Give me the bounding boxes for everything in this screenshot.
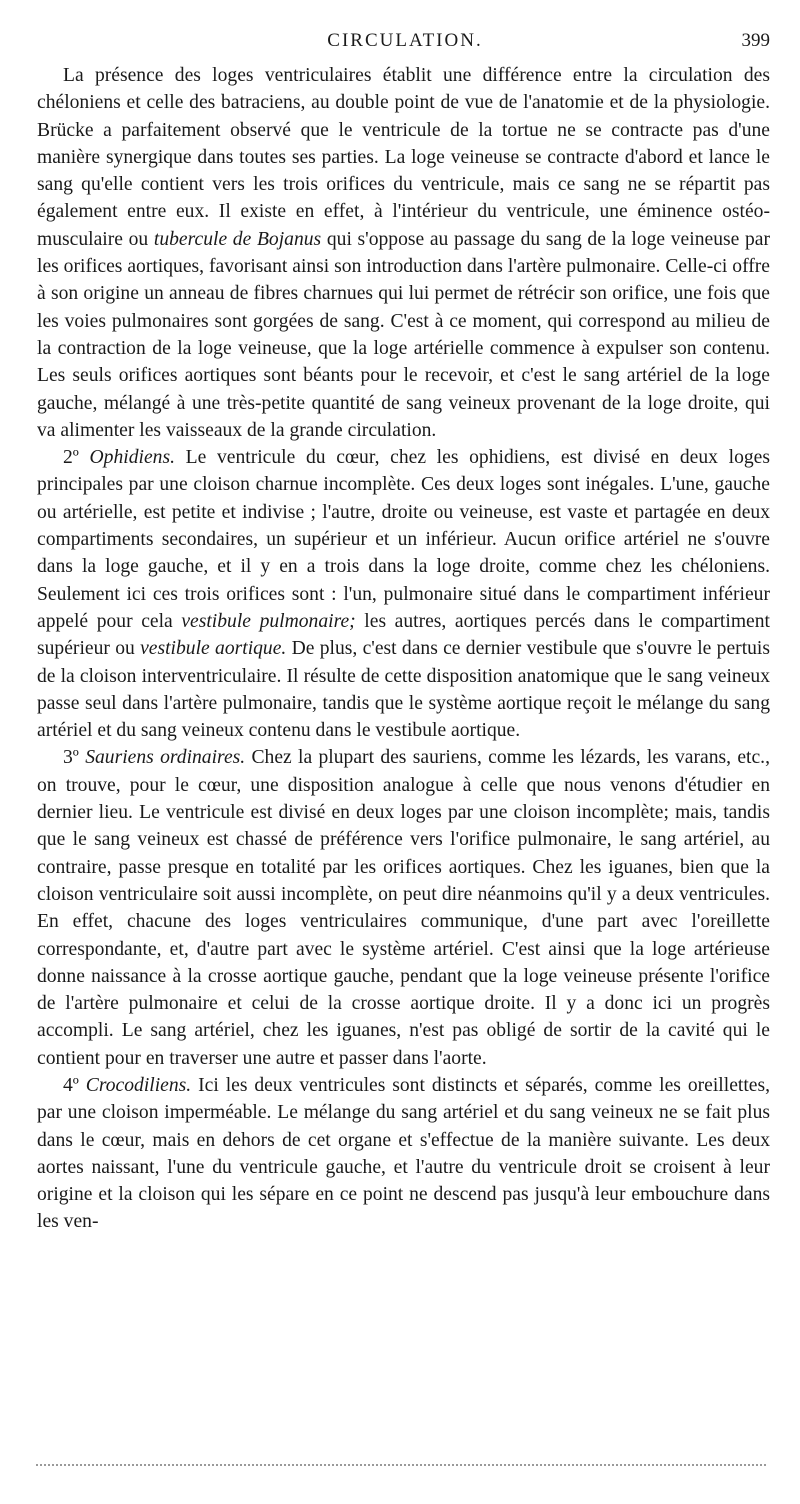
- term-tubercule-de-bojanus: tubercule de Bojanus: [153, 228, 322, 250]
- body-text: [37, 62, 770, 1236]
- paragraph-chelonians: [37, 62, 770, 444]
- paragraph-text: De plus, c'est dans ce dernier vestibule que s'ouvre le pertuis de la cloison interventriculaire. Il résulte de cette disposition anatomique que le sang veineux passe seul dans l'artère pulmonaire, tandis que le système aortique reçoit le mélange du sang artériel et du sang veineux contenu dans le vestibule aortique.: [37, 638, 771, 742]
- paragraph-text: Le ventricule du cœur, chez les ophidiens, est divisé en deux loges principales par une cloison charnue incomplète. Ces deux loges sont inégales. L'une, gauche ou artérielle, est petite et indivise ; l'autre, droite ou veineuse, est vaste et partagée en deux compartiments secondaires, un supérieur et un inférieur. Aucun orifice artériel ne s'ouvre dans la loge gauche, et il y en a trois dans la loge droite, comme chez les chéloniens. Seulement ici ces trois orifices sont : l'un, pulmonaire situé dans le compartiment inférieur appelé pour cela: [37, 447, 770, 632]
- section-heading-crocodiliens: Crocodiliens.: [85, 1074, 192, 1096]
- paragraph-sauriens: [37, 744, 770, 1072]
- section-heading-sauriens: Sauriens ordinaires.: [85, 747, 246, 769]
- footer-dotted-rule: [36, 1464, 766, 1466]
- paragraph-ophidiens: [37, 444, 770, 744]
- section-heading-ophidiens: Ophidiens.: [89, 447, 175, 469]
- section-number: 4º: [63, 1074, 86, 1096]
- running-title: CIRCULATION.: [327, 30, 483, 51]
- section-number: 2º: [63, 447, 90, 469]
- paragraph-text: qui s'oppose au passage du sang de la loge veineuse par les orifices aortiques, favorisant ainsi son introduction dans l'artère pulmonaire. Celle-ci offre à son origine un anneau de fibres charnues qui lui permet de rétrécir son orifice, une fois que les voies pulmonaires sont gorgées de sang. C'est à ce moment, qui correspond au milieu de la contraction de la loge veineuse, que la loge artérielle commence à expulser son contenu. Les seuls orifices aortiques sont béants pour le recevoir, et c'est le sang artériel de la loge gauche, mélangé à une très-petite quantité de sang veineux provenant de la loge droite, qui va alimenter les vaisseaux de la grande circulation.: [37, 228, 770, 441]
- term-vestibule-aortique: vestibule aortique.: [140, 638, 287, 660]
- page-number: 399: [741, 30, 770, 51]
- running-header: [40, 30, 770, 56]
- paragraph-text: les autres, aortiques percés dans le compartiment supérieur ou: [37, 610, 770, 660]
- section-number: 3º: [63, 747, 86, 769]
- paragraph-text: La présence des loges ventriculaires établit une différence entre la circulation des chéloniens et celle des batraciens, au double point de vue de l'anatomie et de la physiologie. Brücke a parfaitement observé que le ventricule de la tortue ne se contracte pas d'une manière synergique dans toutes ses parties. La loge veineuse se contracte d'abord et lance le sang qu'elle contient vers les trois orifices du ventricule, mais ce sang ne se répartit pas également entre eux. Il existe en effet, à l'intérieur du ventricule, une éminence ostéo-musculaire ou: [37, 65, 770, 250]
- paragraph-text: Chez la plupart des sauriens, comme les lézards, les varans, etc., on trouve, pour le cœur, une disposition analogue à celle que nous venons d'étudier en dernier lieu. Le ventricule est divisé en deux loges par une cloison incomplète; mais, tandis que le sang veineux est chassé de préférence vers l'orifice pulmonaire, le sang artériel, au contraire, passe presque en totalité par les orifices aortiques. Chez les iguanes, bien que la cloison ventriculaire soit aussi incomplète, on peut dire néanmoins qu'il y a deux ventricules. En effet, chacune des loges ventriculaires communique, d'une part avec l'oreillette correspondante, et, d'autre part avec le système artériel. C'est ainsi que la loge artérieuse donne naissance à la crosse aortique gauche, pendant que la loge veineuse présente l'orifice de l'artère pulmonaire et celui de la crosse aortique droite. Il y a donc ici un progrès accompli. Le sang artériel, chez les iguanes, n'est pas obligé de sortir de la cavité qui le contient pour en traverser une autre et passer dans l'aorte.: [37, 747, 770, 1069]
- paragraph-text: Ici les deux ventricules sont distincts et séparés, comme les oreillettes, par une cloison imperméable. Le mélange du sang artériel et du sang veineux ne se fait plus dans le cœur, mais en dehors de cet organe et s'effectue de la manière suivante. Les deux aortes naissant, l'une du ventricule gauche, et l'autre du ventricule droit se croisent à leur origine et la cloison qui les sépare en ce point ne descend pas jusqu'à leur embouchure dans les ven-: [37, 1074, 770, 1233]
- term-vestibule-pulmonaire: vestibule pulmonaire;: [181, 610, 356, 632]
- paragraph-crocodiliens: [37, 1072, 770, 1236]
